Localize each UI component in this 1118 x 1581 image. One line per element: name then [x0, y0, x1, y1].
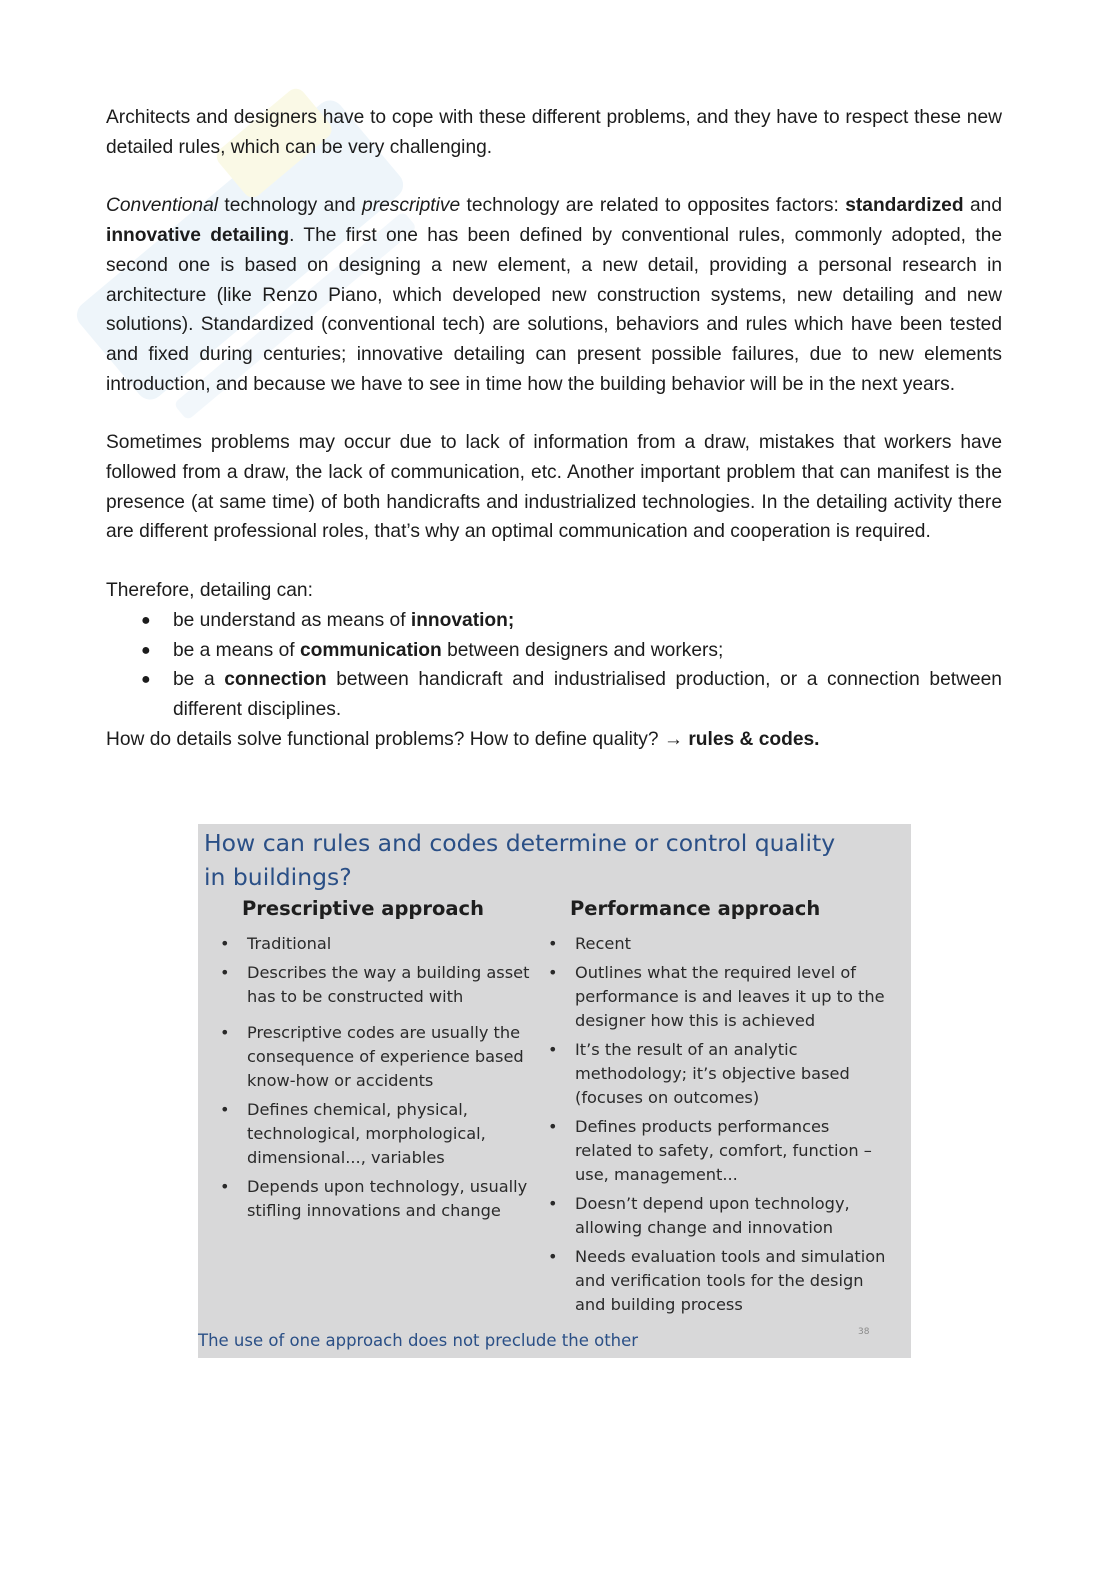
list-item [220, 1175, 538, 1223]
question-text: How do details solve functional problems? How to define quality? → [106, 728, 689, 750]
question-line [106, 725, 1002, 755]
list-item-bold: connection [224, 669, 327, 691]
list-item [220, 961, 538, 1009]
list-item-bold: communication [299, 639, 442, 661]
bullet-icon: • [548, 934, 558, 953]
bullet-icon: ● [141, 611, 151, 629]
list-item-text: Depends upon technology, usually stifling innovations and change [247, 1177, 528, 1220]
performance-heading: Performance approach [570, 897, 821, 920]
embedded-slide [198, 824, 911, 1358]
bullet-icon: ● [141, 671, 151, 689]
performance-list [548, 932, 888, 1317]
prescriptive-heading: Prescriptive approach [242, 897, 484, 920]
performance-column [548, 896, 888, 1322]
detailing-list [106, 606, 1002, 725]
list-item-text: Describes the way a building asset has to be constructed with [247, 963, 530, 1006]
question-bold: rules & codes. [688, 728, 820, 750]
slide-footer: The use of one approach does not preclude the other [198, 1331, 639, 1350]
bullet-icon: • [220, 1177, 230, 1196]
list-item-text: Traditional [247, 934, 332, 953]
paragraph-3: Sometimes problems may occur due to lack of information from a draw, mistakes that workers have followed from a draw, the lack of communication, etc. Another important problem that can manifest is the presence (at same time) of both handicrafts and industrialized technologies. In the detailing activity there are different professional roles, that’s why an optimal communication and cooperation is required. [106, 432, 1002, 543]
slide-title: How can rules and codes determine or control quality in buildings? [204, 829, 836, 891]
term-standardized: standardized [845, 195, 964, 217]
list-item-text: Prescriptive codes are usually the consequence of experience based know-how or accidents [247, 1023, 524, 1090]
list-item [548, 1245, 888, 1317]
paragraph-2-text-3: and [963, 195, 1002, 217]
paragraph-2-text-2: technology are related to opposites factors: [460, 195, 846, 217]
list-item-text: Needs evaluation tools and simulation and verification tools for the design and building process [575, 1247, 886, 1314]
list-item [548, 1115, 888, 1187]
bullet-icon: • [220, 934, 230, 953]
paragraph-1: Architects and designers have to cope with these different problems, and they have to respect these new detailed rules, which can be very challenging. [106, 107, 1002, 158]
paragraph-2-text-4: . The first one has been defined by conventional rules, commonly adopted, the second one is based on designing a new element, a new detail, providing a personal research in architecture (like Renzo Piano, which developed new construction systems, new detailing and new solutions). Standardized (conventional tech) are solutions, behaviors and rules which have been tested and fixed during centuries; innovative detailing can present possible failures, due to new elements introduction, and because we have to see in time how the building behavior will be in the next years. [106, 225, 1002, 395]
paragraph-4: Therefore, detailing can: [106, 580, 313, 602]
list-item [106, 606, 1002, 636]
list-item-text-post: between designers and workers; [441, 639, 724, 661]
list-item [220, 1021, 538, 1093]
list-item-text: Outlines what the required level of performance is and leaves it up to the designer how this is achieved [575, 963, 885, 1030]
list-item-text: be understand as means of [173, 609, 411, 631]
term-conventional: Conventional [106, 195, 219, 217]
list-item [548, 932, 888, 956]
list-item [220, 1098, 538, 1170]
list-item-text: Recent [575, 934, 631, 953]
paragraph-2 [106, 191, 1002, 399]
list-item-bold: innovation; [410, 609, 515, 631]
prescriptive-column [220, 896, 538, 1228]
term-innovative-detailing: innovative detailing [106, 225, 290, 247]
term-prescriptive: prescriptive [362, 195, 461, 217]
bullet-icon: • [548, 1040, 558, 1059]
list-item-text: be a means of [173, 639, 300, 661]
list-item [106, 636, 1002, 666]
bullet-icon: • [220, 1100, 230, 1119]
list-item [548, 1192, 888, 1240]
list-item-text-post: between handicraft and industrialised production, or a connection between different disciplines. [173, 669, 1002, 720]
list-item-text: Doesn’t depend upon technology, allowing change and innovation [575, 1194, 850, 1237]
bullet-icon: • [220, 963, 230, 982]
bullet-icon: • [548, 963, 558, 982]
document-body [106, 103, 1002, 754]
list-item [548, 961, 888, 1033]
paragraph-2-text-1: technology and [218, 195, 363, 217]
list-item-text: Defines chemical, physical, technological, morphological, dimensional..., variables [247, 1100, 486, 1167]
list-item [220, 932, 538, 956]
slide-page-number: 38 [858, 1327, 870, 1337]
list-item-text: It’s the result of an analytic methodology; it’s objective based (focuses on outcomes) [575, 1040, 850, 1107]
bullet-icon: ● [141, 641, 151, 659]
bullet-icon: • [548, 1117, 558, 1136]
list-item-text: be a [173, 669, 225, 691]
list-item [548, 1038, 888, 1110]
bullet-icon: • [548, 1247, 558, 1266]
bullet-icon: • [548, 1194, 558, 1213]
list-item [106, 665, 1002, 724]
list-item-text: Defines products performances related to safety, comfort, function – use, management... [575, 1117, 872, 1184]
prescriptive-list [220, 932, 538, 1223]
bullet-icon: • [220, 1023, 230, 1042]
